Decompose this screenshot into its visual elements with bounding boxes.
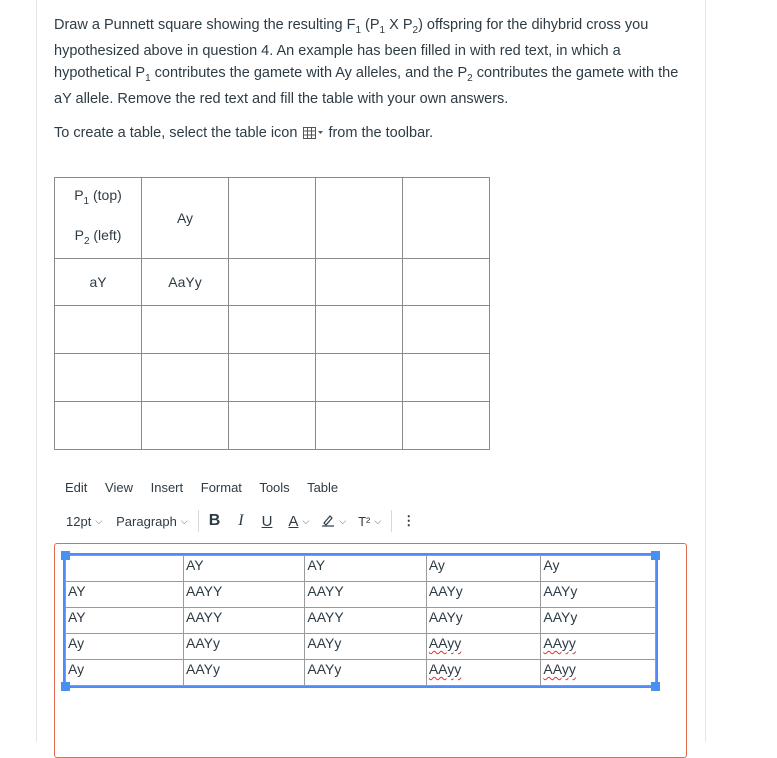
instruction-text: Draw a Punnett square showing the resulting F (54, 17, 356, 33)
chevron-down-icon: ⌵ (339, 515, 347, 526)
menu-tools[interactable]: Tools (259, 480, 290, 495)
empty-cell (403, 402, 490, 450)
menu-view[interactable]: View (105, 480, 133, 495)
subscript: 1 (379, 24, 386, 36)
table-cell[interactable]: Ay (66, 660, 184, 686)
empty-cell (55, 354, 142, 402)
table-cell[interactable]: AAyy (541, 634, 656, 660)
menu-insert[interactable]: Insert (150, 480, 184, 495)
hint-text: from the toolbar. (328, 124, 434, 141)
corner-label: P (74, 186, 84, 203)
empty-cell (142, 306, 229, 354)
chevron-down-icon: ⌵ (302, 515, 310, 526)
table-hint-paragraph (54, 123, 694, 147)
highlight-button[interactable] (321, 513, 346, 530)
empty-cell (316, 354, 403, 402)
instruction-text: (P (361, 17, 380, 33)
menu-format[interactable]: Format (200, 480, 242, 495)
table-cell[interactable]: AY (66, 582, 184, 608)
instruction-text: contributes the gamete with Ay alleles, and the P (150, 64, 468, 81)
result-cell: AaYy (142, 259, 229, 306)
corner-label: P (74, 226, 84, 243)
table-cell[interactable]: AAYY (184, 608, 305, 634)
row-label-cell: aY (55, 259, 142, 306)
table-cell[interactable] (66, 556, 184, 582)
table-resize-handle[interactable] (651, 551, 660, 560)
editor-menubar (65, 480, 352, 495)
empty-cell (229, 354, 316, 402)
table-cell[interactable]: AAYy (426, 582, 541, 608)
underline-button[interactable]: U (261, 512, 273, 530)
menu-table[interactable]: Table (307, 480, 339, 495)
table-icon (303, 125, 325, 147)
table-row (66, 582, 656, 608)
empty-cell (142, 402, 229, 450)
superscript-icon: T² (358, 513, 371, 529)
bold-button[interactable]: B (208, 512, 221, 529)
instruction-text: X P (385, 17, 413, 33)
empty-cell (403, 306, 490, 354)
chevron-down-icon: ⌵ (95, 515, 103, 526)
table-cell[interactable]: AAYY (305, 582, 426, 608)
empty-cell (229, 259, 316, 306)
empty-cell (316, 259, 403, 306)
header-cell: Ay (142, 178, 229, 259)
toolbar-divider (198, 510, 199, 532)
empty-cell (316, 306, 403, 354)
empty-cell (403, 259, 490, 306)
empty-cell (316, 178, 403, 259)
table-cell[interactable]: AAYy (184, 660, 305, 686)
table-resize-handle[interactable] (651, 682, 660, 691)
empty-cell (55, 306, 142, 354)
table-cell[interactable]: AAYY (184, 582, 305, 608)
corner-label: (left) (89, 226, 122, 243)
superscript-button[interactable] (358, 514, 381, 529)
empty-cell (55, 402, 142, 450)
toolbar-divider (391, 510, 392, 532)
table-resize-handle[interactable] (61, 682, 70, 691)
italic-button[interactable]: I (238, 512, 244, 529)
table-cell[interactable]: AAyy (426, 660, 541, 686)
subscript: 2 (467, 72, 473, 84)
instruction-text: contributes the gamete with the aY allele. Remove the red text and fill the table with your own answers. (54, 64, 679, 108)
chevron-down-icon: ⌵ (180, 515, 188, 526)
empty-cell (229, 178, 316, 259)
subscript: 1 (145, 72, 151, 84)
text-color-button[interactable] (288, 513, 309, 530)
empty-cell (403, 354, 490, 402)
empty-cell (229, 306, 316, 354)
table-cell[interactable]: Ay (66, 634, 184, 660)
empty-cell (142, 354, 229, 402)
subscript: 2 (412, 24, 419, 36)
corner-cell (55, 178, 142, 259)
subscript: 1 (355, 24, 362, 36)
table-cell[interactable]: AAYy (541, 608, 656, 634)
instruction-text: ) offspring for the dihybrid cross you hypothesized above in question 4. An example has been filled in with red text, in which a hypothetical P (54, 17, 649, 81)
instruction-paragraph (54, 15, 694, 111)
text-color-icon: A (288, 512, 299, 530)
empty-cell (229, 402, 316, 450)
table-cell[interactable]: AAYy (541, 582, 656, 608)
table-cell[interactable]: Ay (426, 556, 541, 582)
block-format-value: Paragraph (116, 513, 177, 529)
subscript: 2 (83, 235, 90, 247)
question-instructions (54, 15, 694, 146)
answer-punnett-table[interactable] (65, 555, 656, 686)
table-cell[interactable]: AY (305, 556, 426, 582)
chevron-down-icon: ⌵ (374, 515, 382, 526)
table-cell[interactable]: AAYy (184, 634, 305, 660)
table-cell[interactable]: AAYy (305, 634, 426, 660)
highlighter-icon (321, 513, 335, 530)
more-options-button[interactable]: ⋮ (402, 513, 416, 528)
table-row (66, 608, 656, 634)
table-cell[interactable]: AY (66, 608, 184, 634)
empty-cell (403, 178, 490, 259)
table-cell[interactable]: AY (184, 556, 305, 582)
table-row (66, 634, 656, 660)
menu-edit[interactable]: Edit (65, 480, 88, 495)
table-cell[interactable]: AAyy (541, 660, 656, 686)
font-size-value: 12pt (66, 513, 92, 529)
example-punnett-table (54, 177, 490, 450)
subscript: 1 (83, 195, 90, 207)
table-resize-handle[interactable] (61, 551, 70, 560)
font-size-select[interactable] (66, 514, 102, 529)
table-cell[interactable]: AAYy (426, 608, 541, 634)
empty-cell (316, 402, 403, 450)
table-cell[interactable]: AAyy (426, 634, 541, 660)
editor-toolbar (66, 509, 415, 533)
table-cell[interactable]: AAYy (305, 660, 426, 686)
table-header-row (66, 556, 656, 582)
corner-label: (top) (89, 186, 122, 203)
table-cell[interactable]: AAYY (305, 608, 426, 634)
hint-text: To create a table, select the table icon (54, 124, 298, 141)
table-row (66, 660, 656, 686)
block-format-select[interactable] (116, 514, 188, 529)
table-cell[interactable]: Ay (541, 556, 656, 582)
